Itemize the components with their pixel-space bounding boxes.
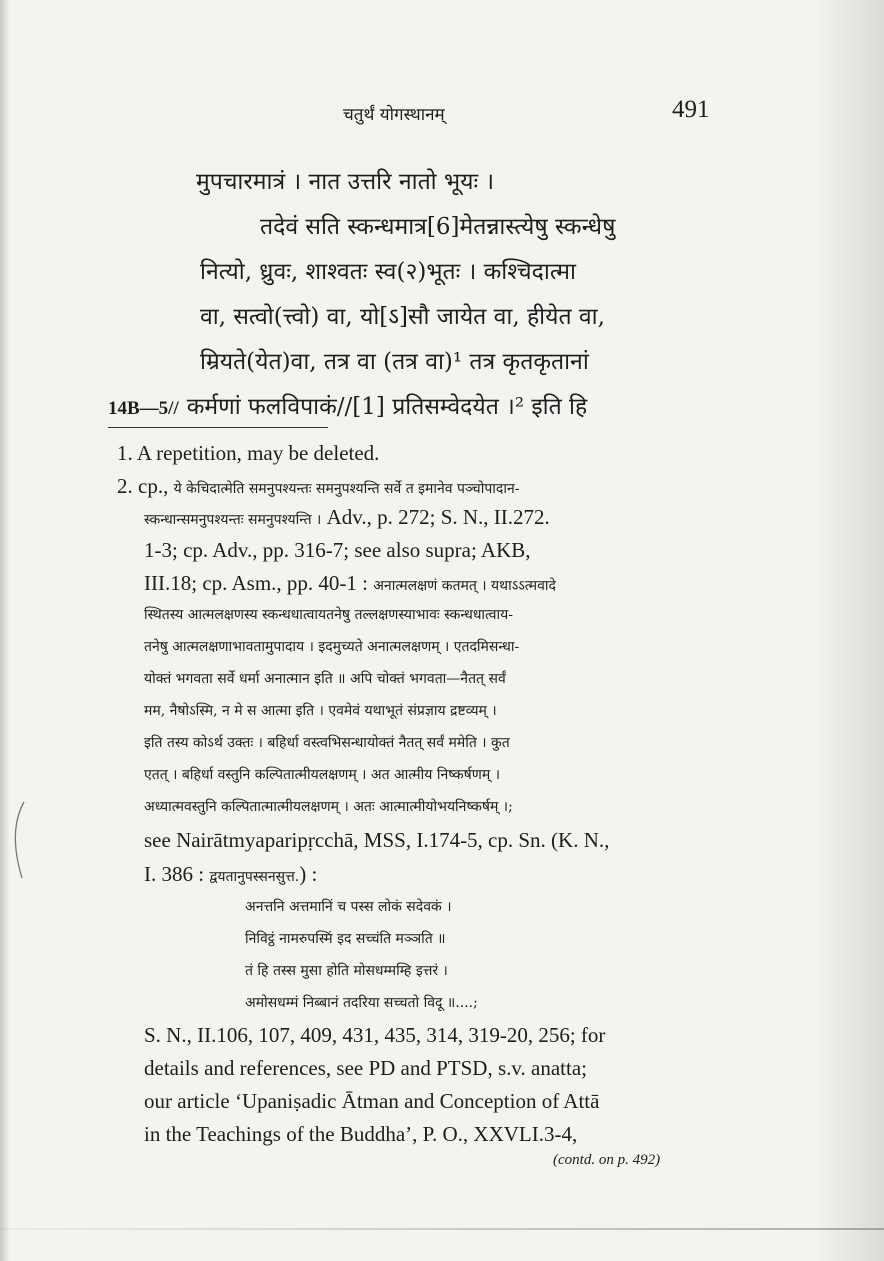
- latin-text: III.18; cp. Asm., pp. 40-1 :: [144, 571, 374, 595]
- folio-marker: 14B—5//: [108, 398, 179, 419]
- devanagari-text: ये केचिदात्मेति समनुपश्यन्तः समनुपश्यन्ति सर्वे त इमानेव पञ्चोपादान-: [173, 481, 520, 497]
- scan-left-edge: [0, 0, 10, 1261]
- footnote-2-line: [117, 663, 717, 695]
- devanagari-text: योक्तं भगवता सर्वे धर्मा अनात्मान इति ॥ अपि चोक्तं भगवता—नैतत् सर्वं: [144, 671, 506, 687]
- main-line-3: नित्यो, ध्रुवः, शाश्वतः स्व(२)भूतः । कश्चिदात्मा: [200, 259, 576, 285]
- footnote-2-line: details and references, see PD and PTSD, s.v. anatta;: [144, 1056, 587, 1080]
- footnote-2-line: [117, 857, 717, 891]
- footnote-2-line: [117, 631, 717, 663]
- latin-text: Adv., p. 272; S. N., II.272.: [321, 505, 550, 529]
- devanagari-text: द्वयतानुपस्सनसुत्त.: [209, 869, 300, 885]
- latin-text: see Nairātmyaparipṛcchā, MSS, I.174-5, cp. Sn. (K. N.,: [144, 828, 610, 852]
- footnote-2-line: S. N., II.106, 107, 409, 431, 435, 314, 319-20, 256; for: [144, 1023, 606, 1047]
- devanagari-text: मम, नैषोऽस्मि, न मे स आत्मा इति । एवमेवं यथाभूतं संप्रज्ञाय द्रष्टव्यम् ।: [144, 703, 497, 719]
- page-number: 491: [672, 96, 710, 123]
- footnotes: [117, 437, 717, 1151]
- running-title: चतुर्थं योगस्थानम्: [343, 105, 445, 125]
- footnote-2-line: [117, 759, 717, 791]
- main-line-5: म्रियते(येत)वा, तत्र वा (तत्र वा)¹ तत्र कृतकृतानां: [200, 349, 589, 375]
- footnote-divider: [108, 427, 328, 428]
- verse-line: अनत्तनि अत्तमानिं च पस्स लोकं सदेवकं ।: [245, 899, 452, 915]
- scan-bottom-edge: [0, 1228, 884, 1230]
- devanagari-text: एतत् । बहिर्धा वस्तुनि कल्पितात्मीयलक्षणम् । अत आत्मीय निष्कर्षणम् ।: [144, 767, 501, 783]
- latin-text: ) :: [299, 862, 318, 886]
- footnote-2-line: our article ‘Upaniṣadic Ātman and Conception of Attā: [144, 1089, 600, 1113]
- main-line-6-text: कर्मणां फलविपाकं//[1] प्रतिसम्वेदयेत ।² इति हि: [186, 394, 588, 420]
- scan-right-shadow: [814, 0, 884, 1261]
- devanagari-text: अध्यात्मवस्तुनि कल्पितात्मात्मीयलक्षणम् । अतः आत्मात्मीयोभयनिष्कर्षम् ।;: [144, 799, 513, 815]
- page-header: [0, 96, 884, 130]
- devanagari-text: स्थितस्य आत्मलक्षणस्य स्कन्धधात्वायतनेषु तल्लक्षणस्याभावः स्कन्धधात्वाय-: [144, 607, 514, 623]
- verse-line: तं हि तस्स मुसा होति मोसधम्मम्हि इत्तरं ।: [245, 963, 448, 979]
- verse-line: निविट्ठं नामरुपस्मिं इद सच्चंति मञ्ञति ॥: [245, 931, 446, 947]
- main-line-2: तदेवं सति स्कन्धमात्र[6]मेतन्नास्त्येषु स्कन्धेषु: [260, 214, 616, 240]
- footnote-2-line: [117, 695, 717, 727]
- footnote-1: 1. A repetition, may be deleted.: [117, 441, 380, 465]
- footnote-2-line: in the Teachings of the Buddha’, P. O., XXVLI.3-4,: [144, 1122, 578, 1146]
- continued-note: (contd. on p. 492): [553, 1152, 661, 1168]
- footnote-2-line: [117, 599, 717, 631]
- main-line-1: मुपचारमात्रं । नात उत्तरि नातो भूयः ।: [196, 169, 495, 195]
- latin-text: 2. cp.,: [117, 474, 174, 498]
- footnote-2-line: [117, 533, 717, 567]
- main-line-4: वा, सत्वो(त्त्वो) वा, यो[ऽ]सौ जायेत वा, हीयेत वा,: [200, 304, 605, 330]
- main-text-block: [108, 160, 718, 430]
- devanagari-text: तनेषु आत्मलक्षणाभावतामुपादाय । इदमुच्यते अनात्मलक्षणम् । एतदमिसन्धा-: [144, 639, 520, 655]
- devanagari-text: अनात्मलक्षणं कतमत् । यथाऽऽत्मवादे: [373, 578, 556, 594]
- devanagari-text: इति तस्य कोऽर्थ उक्तः । बहिर्धा वस्त्वभिसन्धायोक्तं नैतत् सर्वं ममेति । कुत: [144, 735, 510, 751]
- latin-text: I. 386 :: [144, 862, 210, 886]
- footnote-2-line: [117, 567, 717, 599]
- footnote-2: [117, 471, 717, 1151]
- footnote-2-line: [117, 727, 717, 759]
- margin-pencil-mark: [2, 800, 32, 880]
- devanagari-text: स्कन्धान्समनुपश्यन्तः समनुपश्यन्ति ।: [144, 512, 322, 528]
- footnote-2-line: [117, 823, 717, 857]
- footnote-2-line: [117, 501, 717, 533]
- footnote-2-line: [117, 471, 717, 501]
- latin-text: 1-3; cp. Adv., pp. 316-7; see also supra; AKB,: [144, 538, 531, 562]
- verse-line: अमोसधम्मं निब्बानं तदरिया सच्चतो विदू ॥....;: [245, 995, 478, 1011]
- main-line-6: [108, 385, 718, 430]
- footnote-2-line: [117, 791, 717, 823]
